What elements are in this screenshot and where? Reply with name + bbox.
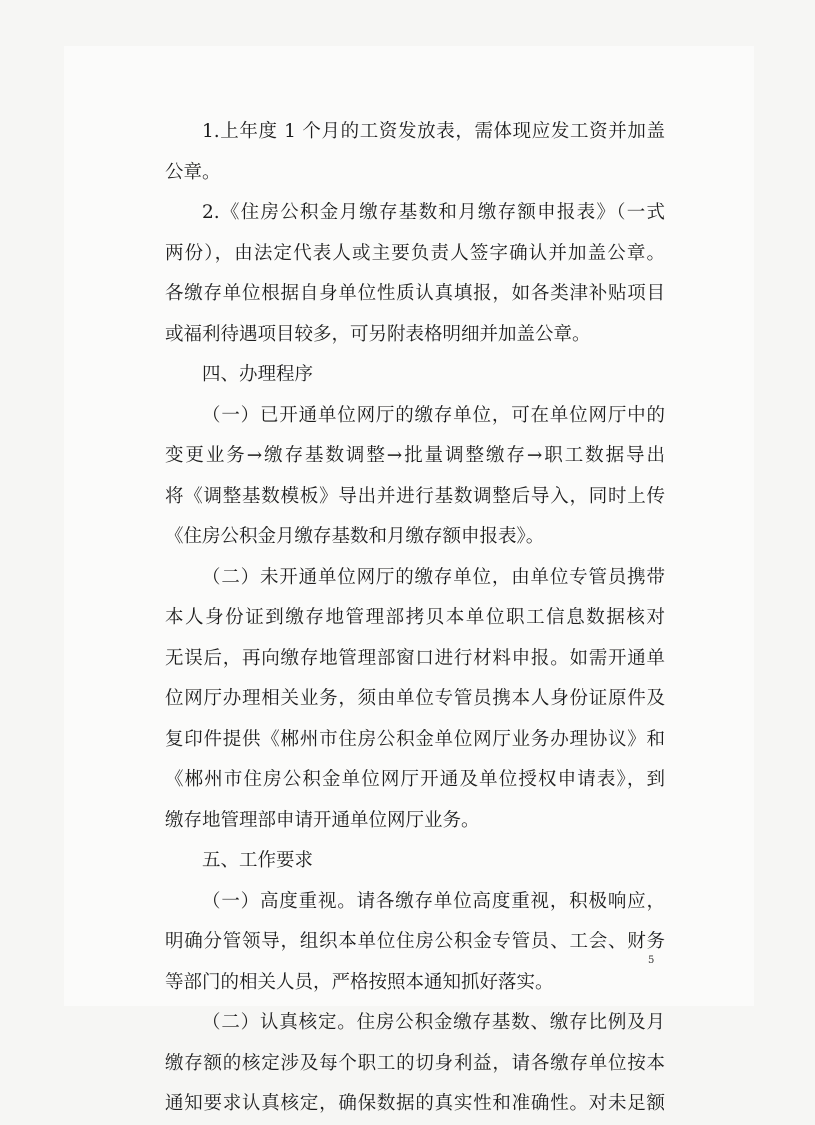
paragraph-line: 明确分管领导，组织本单位住房公积金专管员、工会、财务 [165, 931, 665, 952]
paragraph-line: 各缴存单位根据自身单位性质认真填报，如各类津补贴项目 [165, 283, 665, 304]
paragraph-line: （一）高度重视。请各缴存单位高度重视，积极响应， [202, 890, 665, 912]
paragraph-line: 通知要求认真核定，确保数据的真实性和准确性。对未足额 [165, 1093, 665, 1114]
paragraph-line: 公章。 [165, 161, 221, 183]
paragraph-line: 1.上年度 1 个月的工资发放表，需体现应发工资并加盖 [202, 121, 665, 142]
paragraph-line: （一）已开通单位网厅的缴存单位，可在单位网厅中的 [202, 404, 665, 426]
paragraph-line: 位网厅办理相关业务，须由单位专管员携本人身份证原件及 [165, 688, 665, 709]
section-heading: 五、工作要求 [202, 850, 314, 871]
paragraph-line: 两份），由法定代表人或主要负责人签字确认并加盖公章。 [165, 242, 665, 264]
paragraph-line: （二）未开通单位网厅的缴存单位，由单位专管员携带 [202, 566, 665, 588]
paragraph-line: 等部门的相关人员，严格按照本通知抓好落实。 [165, 971, 554, 993]
document-body [165, 112, 665, 1125]
page-number: 5 [648, 955, 655, 966]
paragraph-line: 缴存额的核定涉及每个职工的切身利益，请各缴存单位按本 [165, 1052, 665, 1074]
paragraph-line: 或福利待遇项目较多，可另附表格明细并加盖公章。 [165, 323, 591, 345]
paragraph-line: 2.《住房公积金月缴存基数和月缴存额申报表》（一式 [202, 202, 665, 223]
paragraph-line: 本人身份证到缴存地管理部拷贝本单位职工信息数据核对 [165, 607, 665, 628]
paragraph-line: 无误后，再向缴存地管理部窗口进行材料申报。如需开通单 [165, 647, 665, 669]
paragraph-line: 《住房公积金月缴存基数和月缴存额申报表》。 [165, 526, 545, 547]
paragraph-line: 缴存地管理部申请开通单位网厅业务。 [165, 809, 480, 831]
paragraph-line: 变更业务→缴存基数调整→批量调整缴存→职工数据导出 [165, 445, 665, 466]
paragraph-line: 将《调整基数模板》导出并进行基数调整后导入，同时上传 [165, 485, 665, 507]
section-heading: 四、办理程序 [202, 364, 314, 385]
paragraph-line: （二）认真核定。住房公积金缴存基数、缴存比例及月 [202, 1012, 665, 1033]
paragraph-line: 《郴州市住房公积金单位网厅开通及单位授权申请表》，到 [165, 769, 665, 790]
paragraph-line: 复印件提供《郴州市住房公积金单位网厅业务办理协议》和 [165, 728, 665, 750]
